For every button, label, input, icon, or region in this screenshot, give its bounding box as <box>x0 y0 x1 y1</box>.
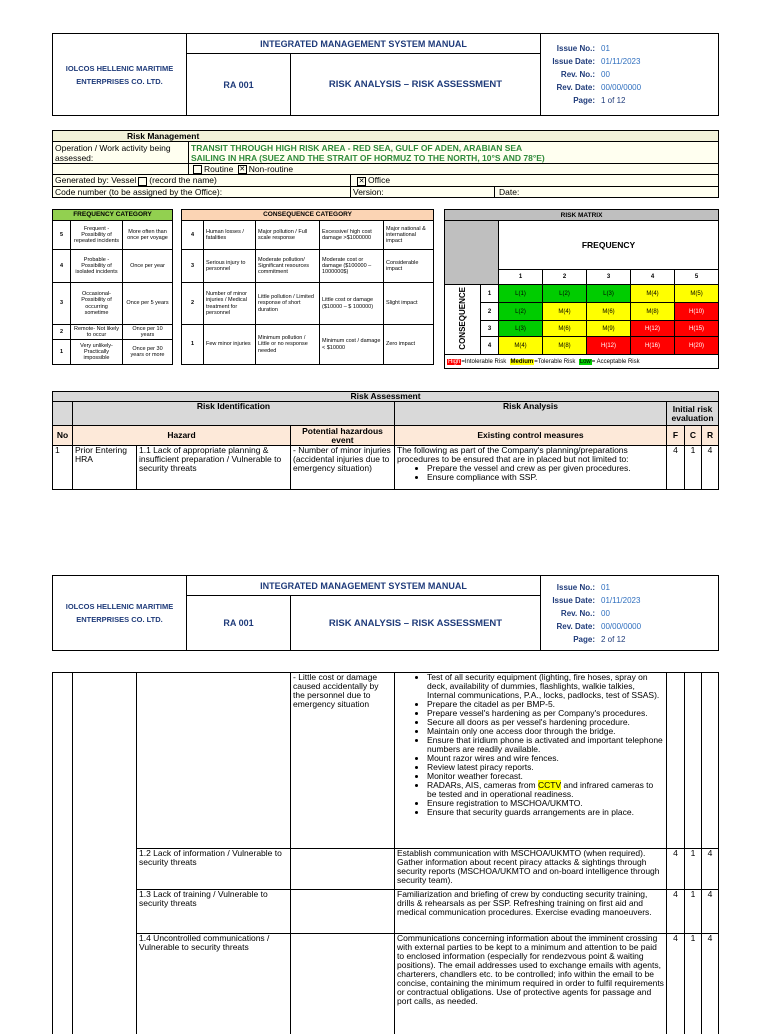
matrix-cell: M(6) <box>587 303 631 321</box>
row-c: 1 <box>685 446 702 490</box>
row-hazard: 1.3 Lack of training / Vulnerable to security threats <box>137 890 291 934</box>
freq-label: Frequent - Possibility of repeated incidents <box>71 221 123 250</box>
cons-cell: Moderate cost or damage ($100000 – 1000000$) <box>320 250 384 283</box>
col-hazard: Hazard <box>73 426 291 446</box>
col-no: No <box>53 426 73 446</box>
row-hazard: 1.4 Uncontrolled communications / Vulnerable to security threats <box>137 934 291 1034</box>
matrix-cell: H(12) <box>587 337 631 355</box>
risk-matrix-table <box>444 209 719 369</box>
frequency-category-table <box>52 209 173 365</box>
cons-cell: Minimum cost / damage < $10000 <box>320 325 384 365</box>
initial-risk-header: Initial risk evaluation <box>667 402 719 426</box>
document-meta: Issue No.: 01 Issue Date: 01/11/2023 Rev. No.: 00 Rev. Date: 00/00/0000 Page: 1 of 12 <box>541 34 719 116</box>
office-checkbox[interactable]: ✕ <box>358 177 365 185</box>
matrix-cell: H(10) <box>675 303 719 321</box>
row-c: 1 <box>685 890 702 934</box>
row-event: - Number of minor injuries (accidental injuries due to emergency situation) <box>291 446 395 490</box>
cons-level: 2 <box>182 283 204 325</box>
risk-assessment-title: Risk Assessment <box>53 392 719 402</box>
manual-title: INTEGRATED MANAGEMENT SYSTEM MANUAL <box>187 576 541 596</box>
freq-desc: More often than once per voyage <box>123 221 173 250</box>
matrix-cell: L(1) <box>499 285 543 303</box>
table-row <box>53 890 719 934</box>
cons-cell: Few minor injuries <box>204 325 256 365</box>
matrix-cell: H(15) <box>675 321 719 337</box>
operation-label: Operation / Work activity being assessed: <box>53 142 189 164</box>
col-measures: Existing control measures <box>395 426 667 446</box>
matrix-cell: M(4) <box>499 337 543 355</box>
matrix-cell: M(5) <box>675 285 719 303</box>
matrix-cell: H(12) <box>631 321 675 337</box>
matrix-cell: H(16) <box>631 337 675 355</box>
cons-cell: Little cost or damage ($10000 – $ 100000) <box>320 283 384 325</box>
risk-identification-header: Risk Identification <box>73 402 395 426</box>
consequence-category-title: CONSEQUENCE CATEGORY <box>182 210 434 221</box>
freq-label: Probable - Possibility of isolated incidents <box>71 250 123 283</box>
document-title: RISK ANALYSIS – RISK ASSESSMENT <box>291 596 541 651</box>
office-option: ✕ Office <box>351 175 719 186</box>
table-row <box>53 934 719 1034</box>
risk-legend: High=Intolerable Risk Medium=Tolerable Risk Low= Acceptable Risk <box>445 355 719 369</box>
row-c: 1 <box>685 934 702 1034</box>
matrix-cell: H(20) <box>675 337 719 355</box>
col-c: C <box>685 426 702 446</box>
cons-cell: Considerable impact <box>384 250 434 283</box>
routine-checkbox[interactable] <box>193 165 202 174</box>
col-f: F <box>667 426 685 446</box>
consequence-category-table <box>181 209 434 365</box>
nonroutine-checkbox[interactable]: ✕ <box>239 166 246 174</box>
row-f: 4 <box>667 446 685 490</box>
cons-cell: Minimum pollution / Little or no response needed <box>256 325 320 365</box>
matrix-col-header: 4 <box>631 270 675 285</box>
manual-title: INTEGRATED MANAGEMENT SYSTEM MANUAL <box>187 34 541 54</box>
row-event: - Little cost or damage caused accidentally by the personnel due to emergency situation <box>291 673 395 849</box>
matrix-cell: L(3) <box>499 321 543 337</box>
matrix-cell: M(6) <box>543 321 587 337</box>
document-title: RISK ANALYSIS – RISK ASSESSMENT <box>291 54 541 116</box>
freq-level: 1 <box>53 340 71 365</box>
cons-cell: Major national & international impact <box>384 221 434 250</box>
row-measures: The following as part of the Company's planning/preparations procedures to be ensured that are in placed but not limited to: • Prepare the vessel and crew as per given procedures. • Ensure compliance with SSP. <box>395 446 667 490</box>
table-row <box>53 849 719 890</box>
matrix-row-header: 4 <box>481 337 499 355</box>
matrix-col-header: 2 <box>543 270 587 285</box>
matrix-cell: L(2) <box>543 285 587 303</box>
cons-level: 3 <box>182 250 204 283</box>
risk-assessment-table-page2 <box>52 672 719 1034</box>
col-r: R <box>702 426 719 446</box>
cons-cell: Number of minor injuries / Medical treatment for personnel <box>204 283 256 325</box>
cons-cell: Little pollution / Limited response of short duration <box>256 283 320 325</box>
matrix-cell: M(8) <box>543 337 587 355</box>
matrix-cell: M(4) <box>543 303 587 321</box>
matrix-row-header: 3 <box>481 321 499 337</box>
consequence-axis-label: CONSEQUENCE <box>445 285 481 355</box>
matrix-col-header: 5 <box>675 270 719 285</box>
cons-cell: Zero impact <box>384 325 434 365</box>
matrix-cell: M(8) <box>631 303 675 321</box>
row-measures: • Test of all security equipment (lighting, fire hoses, spray on deck, availability of dummies, flashlights, walkie talkies, Internal communications, P.A., locks, padlocks, test of SSAS). • Prepare the citadel as per BMP-5. • Prepare vessel's hardening as per Company's procedures. • Secure all doors as per vessel's hardening procedure. • Maintain only one access door through the bridge. • Ensure that iridium phone is activated and important telephone numbers are readily available. • Mount razor wires and wire fences. • Review latest piracy reports. • Monitor weather forecast. • RADARs, AIS, cameras from CCTV and infrared cameras to be tested and in operational readiness. • Ensure registration to MSCHOA/UKMTO. • Ensure that security guards arrangements are in place. <box>395 673 667 849</box>
freq-desc: Once per year <box>123 250 173 283</box>
frequency-axis-label: FREQUENCY <box>499 221 719 270</box>
frequency-category-title: FREQUENCY CATEGORY <box>53 210 173 221</box>
document-meta: Issue No.: 01 Issue Date: 01/11/2023 Rev. No.: 00 Rev. Date: 00/00/0000 Page: 2 of 12 <box>541 576 719 651</box>
matrix-cell: M(4) <box>631 285 675 303</box>
freq-desc: Once per 10 years <box>123 325 173 340</box>
table-row <box>53 446 719 490</box>
row-f: 4 <box>667 849 685 890</box>
freq-level: 5 <box>53 221 71 250</box>
row-r: 4 <box>702 446 719 490</box>
risk-management-title: Risk Management <box>53 131 719 142</box>
cons-cell: Human losses / fatalities <box>204 221 256 250</box>
cons-level: 1 <box>182 325 204 365</box>
row-f: 4 <box>667 934 685 1034</box>
row-measures: Communications concerning information about the imminent crossing with external parties to be kept to a minimum and attention to be paid to enclosed information (especially for rendezvous point & waiting positions). The email addresses used to exchange emails with agents, charterers, chandlers etc. to be controlled; info within the email to be concise, containing the minimum required in order to fulfil requirements or contractual obligations. Use of protective agents for passage and port calls, as needed. <box>395 934 667 1034</box>
date: Date: <box>495 186 719 197</box>
matrix-cell: L(2) <box>499 303 543 321</box>
freq-desc: Once per 30 years or more <box>123 340 173 365</box>
code-number: Code number (to be assigned by the Office): <box>53 186 351 197</box>
row-no: 1 <box>53 446 73 490</box>
risk-analysis-header: Risk Analysis <box>395 402 667 426</box>
cctv-highlight: CCTV <box>538 780 562 790</box>
col-event: Potential hazardous event <box>291 426 395 446</box>
freq-label: Occasional- Possibility of occurring sometime <box>71 283 123 325</box>
risk-matrix-title: RISK MATRIX <box>445 210 719 221</box>
table-row <box>53 673 719 849</box>
row-hazard: 1.1 Lack of appropriate planning & insufficient preparation / Vulnerable to security threats <box>137 446 291 490</box>
generated-by: Generated by: Vessel (record the name) <box>53 175 351 186</box>
matrix-cell: L(3) <box>587 285 631 303</box>
cons-cell: Slight impact <box>384 283 434 325</box>
vessel-checkbox[interactable] <box>138 177 147 186</box>
freq-label: Remote- Not likely to occur <box>71 325 123 340</box>
cons-cell: Major pollution / Full scale response <box>256 221 320 250</box>
document-header-page2 <box>52 575 719 651</box>
row-f: 4 <box>667 890 685 934</box>
matrix-col-header: 3 <box>587 270 631 285</box>
document-header <box>52 33 719 116</box>
row-r: 4 <box>702 849 719 890</box>
risk-assessment-table <box>52 391 719 490</box>
row-r: 4 <box>702 890 719 934</box>
operation-value: TRANSIT THROUGH HIGH RISK AREA - RED SEA, GULF OF ADEN, ARABIAN SEA SAILING IN HRA (SUEZ AND THE STRAIT OF HORMUZ TO THE NORTH, 10°S AND 78°E) <box>189 142 719 164</box>
matrix-row-header: 1 <box>481 285 499 303</box>
cons-cell: Serious injury to personnel <box>204 250 256 283</box>
row-activity: Prior Entering HRA <box>73 446 137 490</box>
row-r: 4 <box>702 934 719 1034</box>
company-name: IOLCOS HELLENIC MARITIME ENTERPRISES CO. LTD. <box>53 34 187 116</box>
company-name: IOLCOS HELLENIC MARITIME ENTERPRISES CO. LTD. <box>53 576 187 651</box>
freq-desc: Once per 5 years <box>123 283 173 325</box>
matrix-col-header: 1 <box>499 270 543 285</box>
freq-level: 2 <box>53 325 71 340</box>
document-code: RA 001 <box>187 596 291 651</box>
version: Version: <box>351 186 495 197</box>
row-c: 1 <box>685 849 702 890</box>
freq-label: Very unlikely- Practically impossible <box>71 340 123 365</box>
matrix-cell: M(9) <box>587 321 631 337</box>
document-code: RA 001 <box>187 54 291 116</box>
routine-options: Routine ✕ Non-routine <box>189 164 719 175</box>
row-measures: Familiarization and briefing of crew by conducting security training, drills & rehearsals as per SSP. Refreshing training on first aid and medical communication procedures. Exercise evading manoeuvers. <box>395 890 667 934</box>
cons-level: 4 <box>182 221 204 250</box>
row-hazard: 1.2 Lack of information / Vulnerable to security threats <box>137 849 291 890</box>
risk-management-table <box>52 130 719 198</box>
freq-level: 3 <box>53 283 71 325</box>
cons-cell: Moderate pollution/ Significant resources commitment <box>256 250 320 283</box>
matrix-row-header: 2 <box>481 303 499 321</box>
cons-cell: Excessive/ high cost damage >$1000000 <box>320 221 384 250</box>
row-measures: Establish communication with MSCHOA/UKMTO (when required). Gather information about recent piracy attacks & sightings through security reports (MSCHOA/UKMTO and on-board intelligence through security team). <box>395 849 667 890</box>
freq-level: 4 <box>53 250 71 283</box>
